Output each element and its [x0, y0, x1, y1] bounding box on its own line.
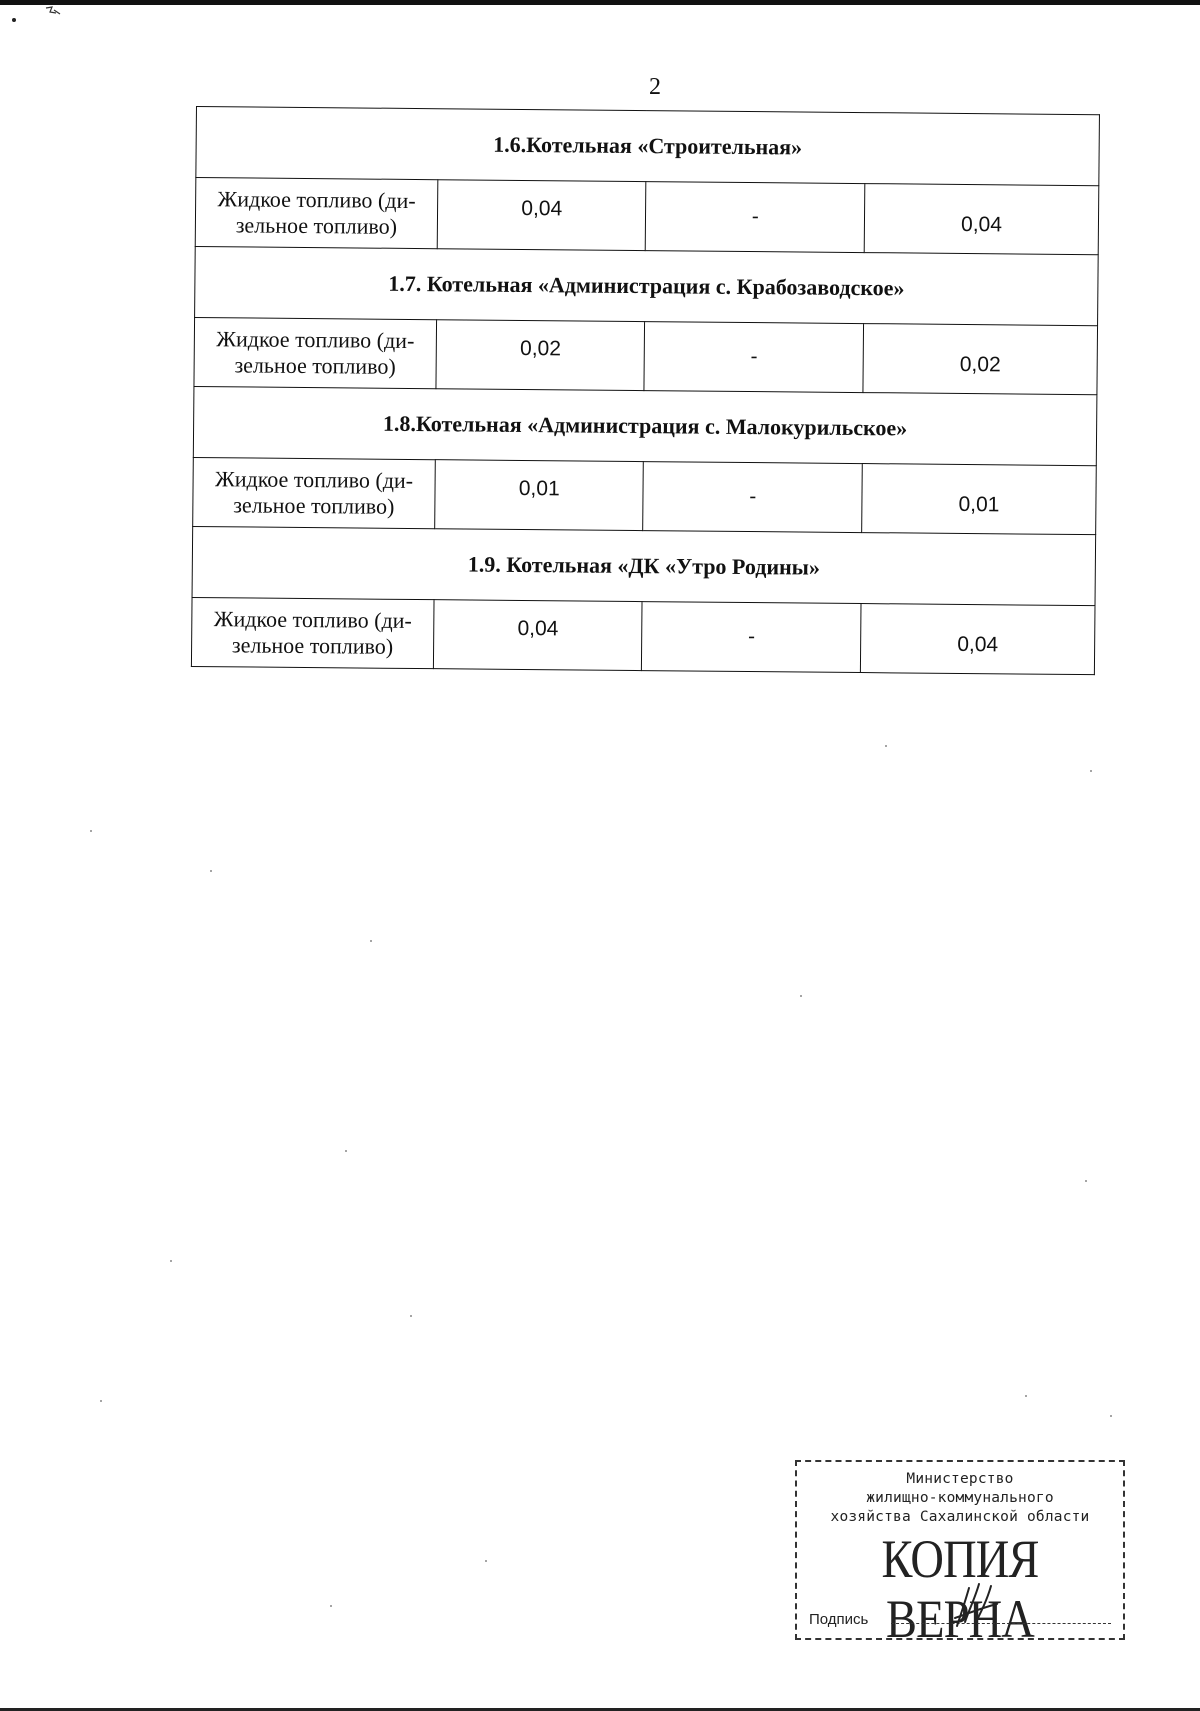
value-cell — [642, 602, 861, 673]
table-section-row — [195, 246, 1099, 325]
handwritten-signature — [947, 1578, 1007, 1630]
value-text: 0,02 — [519, 336, 562, 361]
scan-top-edge — [0, 0, 1200, 5]
table-section-row — [193, 386, 1097, 465]
scan-speck — [100, 1400, 102, 1402]
value-text: - — [749, 485, 757, 509]
stamp-region-line: хозяйства Сахалинской области — [830, 1509, 1090, 1525]
value-text: 0,01 — [518, 476, 560, 501]
table-section-row — [192, 526, 1096, 605]
corner-scribble-mark — [44, 4, 64, 18]
value-cell — [644, 322, 863, 393]
value-text: 0,04 — [957, 632, 999, 657]
scan-speck — [330, 1605, 332, 1607]
table-row — [191, 597, 1095, 674]
table-row — [193, 457, 1097, 534]
value-cell — [864, 184, 1098, 255]
scan-speck — [1025, 1395, 1027, 1397]
scan-speck — [800, 995, 802, 997]
scan-speck — [345, 1150, 347, 1152]
value-text: 0,04 — [517, 616, 559, 641]
scan-dot — [12, 18, 16, 22]
value-cell — [863, 324, 1097, 395]
table-row — [194, 317, 1098, 394]
stamp-signature-label: Подпись — [809, 1611, 869, 1628]
scan-speck — [170, 1260, 172, 1262]
scan-speck — [90, 830, 92, 832]
scan-speck — [1085, 1180, 1087, 1182]
scan-speck — [885, 745, 887, 747]
scan-speck — [1090, 770, 1092, 772]
value-cell — [436, 320, 645, 391]
value-cell — [643, 462, 862, 533]
fuel-type-cell: Жидкое топливо (ди-зельное топливо) — [193, 457, 436, 528]
scan-speck — [1110, 1415, 1112, 1417]
stamp-ministry-line: Министерство — [906, 1471, 1014, 1487]
stamp-certified-copy-text: КОПИЯ ВЕРНА — [881, 1529, 1039, 1649]
scan-speck — [485, 1560, 487, 1562]
fuel-type-cell: Жидкое топливо (ди-зельное топливо) — [191, 597, 434, 668]
scan-speck — [210, 870, 212, 872]
table-section-row — [196, 107, 1100, 186]
value-text: - — [750, 345, 758, 369]
section-title: 1.8.Котельная «Администрация с. Малокурильское» — [193, 386, 1097, 465]
page-number: 2 — [649, 74, 661, 100]
fuel-type-cell: Жидкое топливо (ди-зельное топливо) — [194, 317, 437, 388]
stamp-department-line: жилищно-коммунального — [866, 1490, 1054, 1506]
section-title: 1.7. Котельная «Администрация с. Крабозаводское» — [195, 246, 1099, 325]
value-cell — [861, 604, 1095, 675]
value-cell — [433, 600, 642, 671]
value-text: 0,04 — [960, 212, 1003, 237]
value-text: 0,04 — [521, 196, 563, 221]
scan-speck — [410, 1315, 412, 1317]
fuel-consumption-table — [191, 106, 1100, 675]
value-text: - — [751, 205, 759, 229]
value-text: - — [747, 625, 756, 649]
section-title: 1.9. Котельная «ДК «Утро Родины» — [192, 526, 1096, 605]
value-cell — [646, 182, 865, 253]
fuel-type-cell: Жидкое топливо (ди-зельное топливо) — [195, 178, 438, 249]
certified-copy-stamp — [795, 1460, 1125, 1649]
value-cell — [435, 460, 644, 531]
section-title: 1.6.Котельная «Строительная» — [196, 107, 1100, 186]
value-cell — [437, 180, 646, 251]
value-text: 0,01 — [958, 492, 1000, 517]
value-cell — [862, 464, 1096, 535]
table-row — [195, 178, 1099, 255]
scan-speck — [370, 940, 372, 942]
value-text: 0,02 — [959, 352, 1001, 377]
